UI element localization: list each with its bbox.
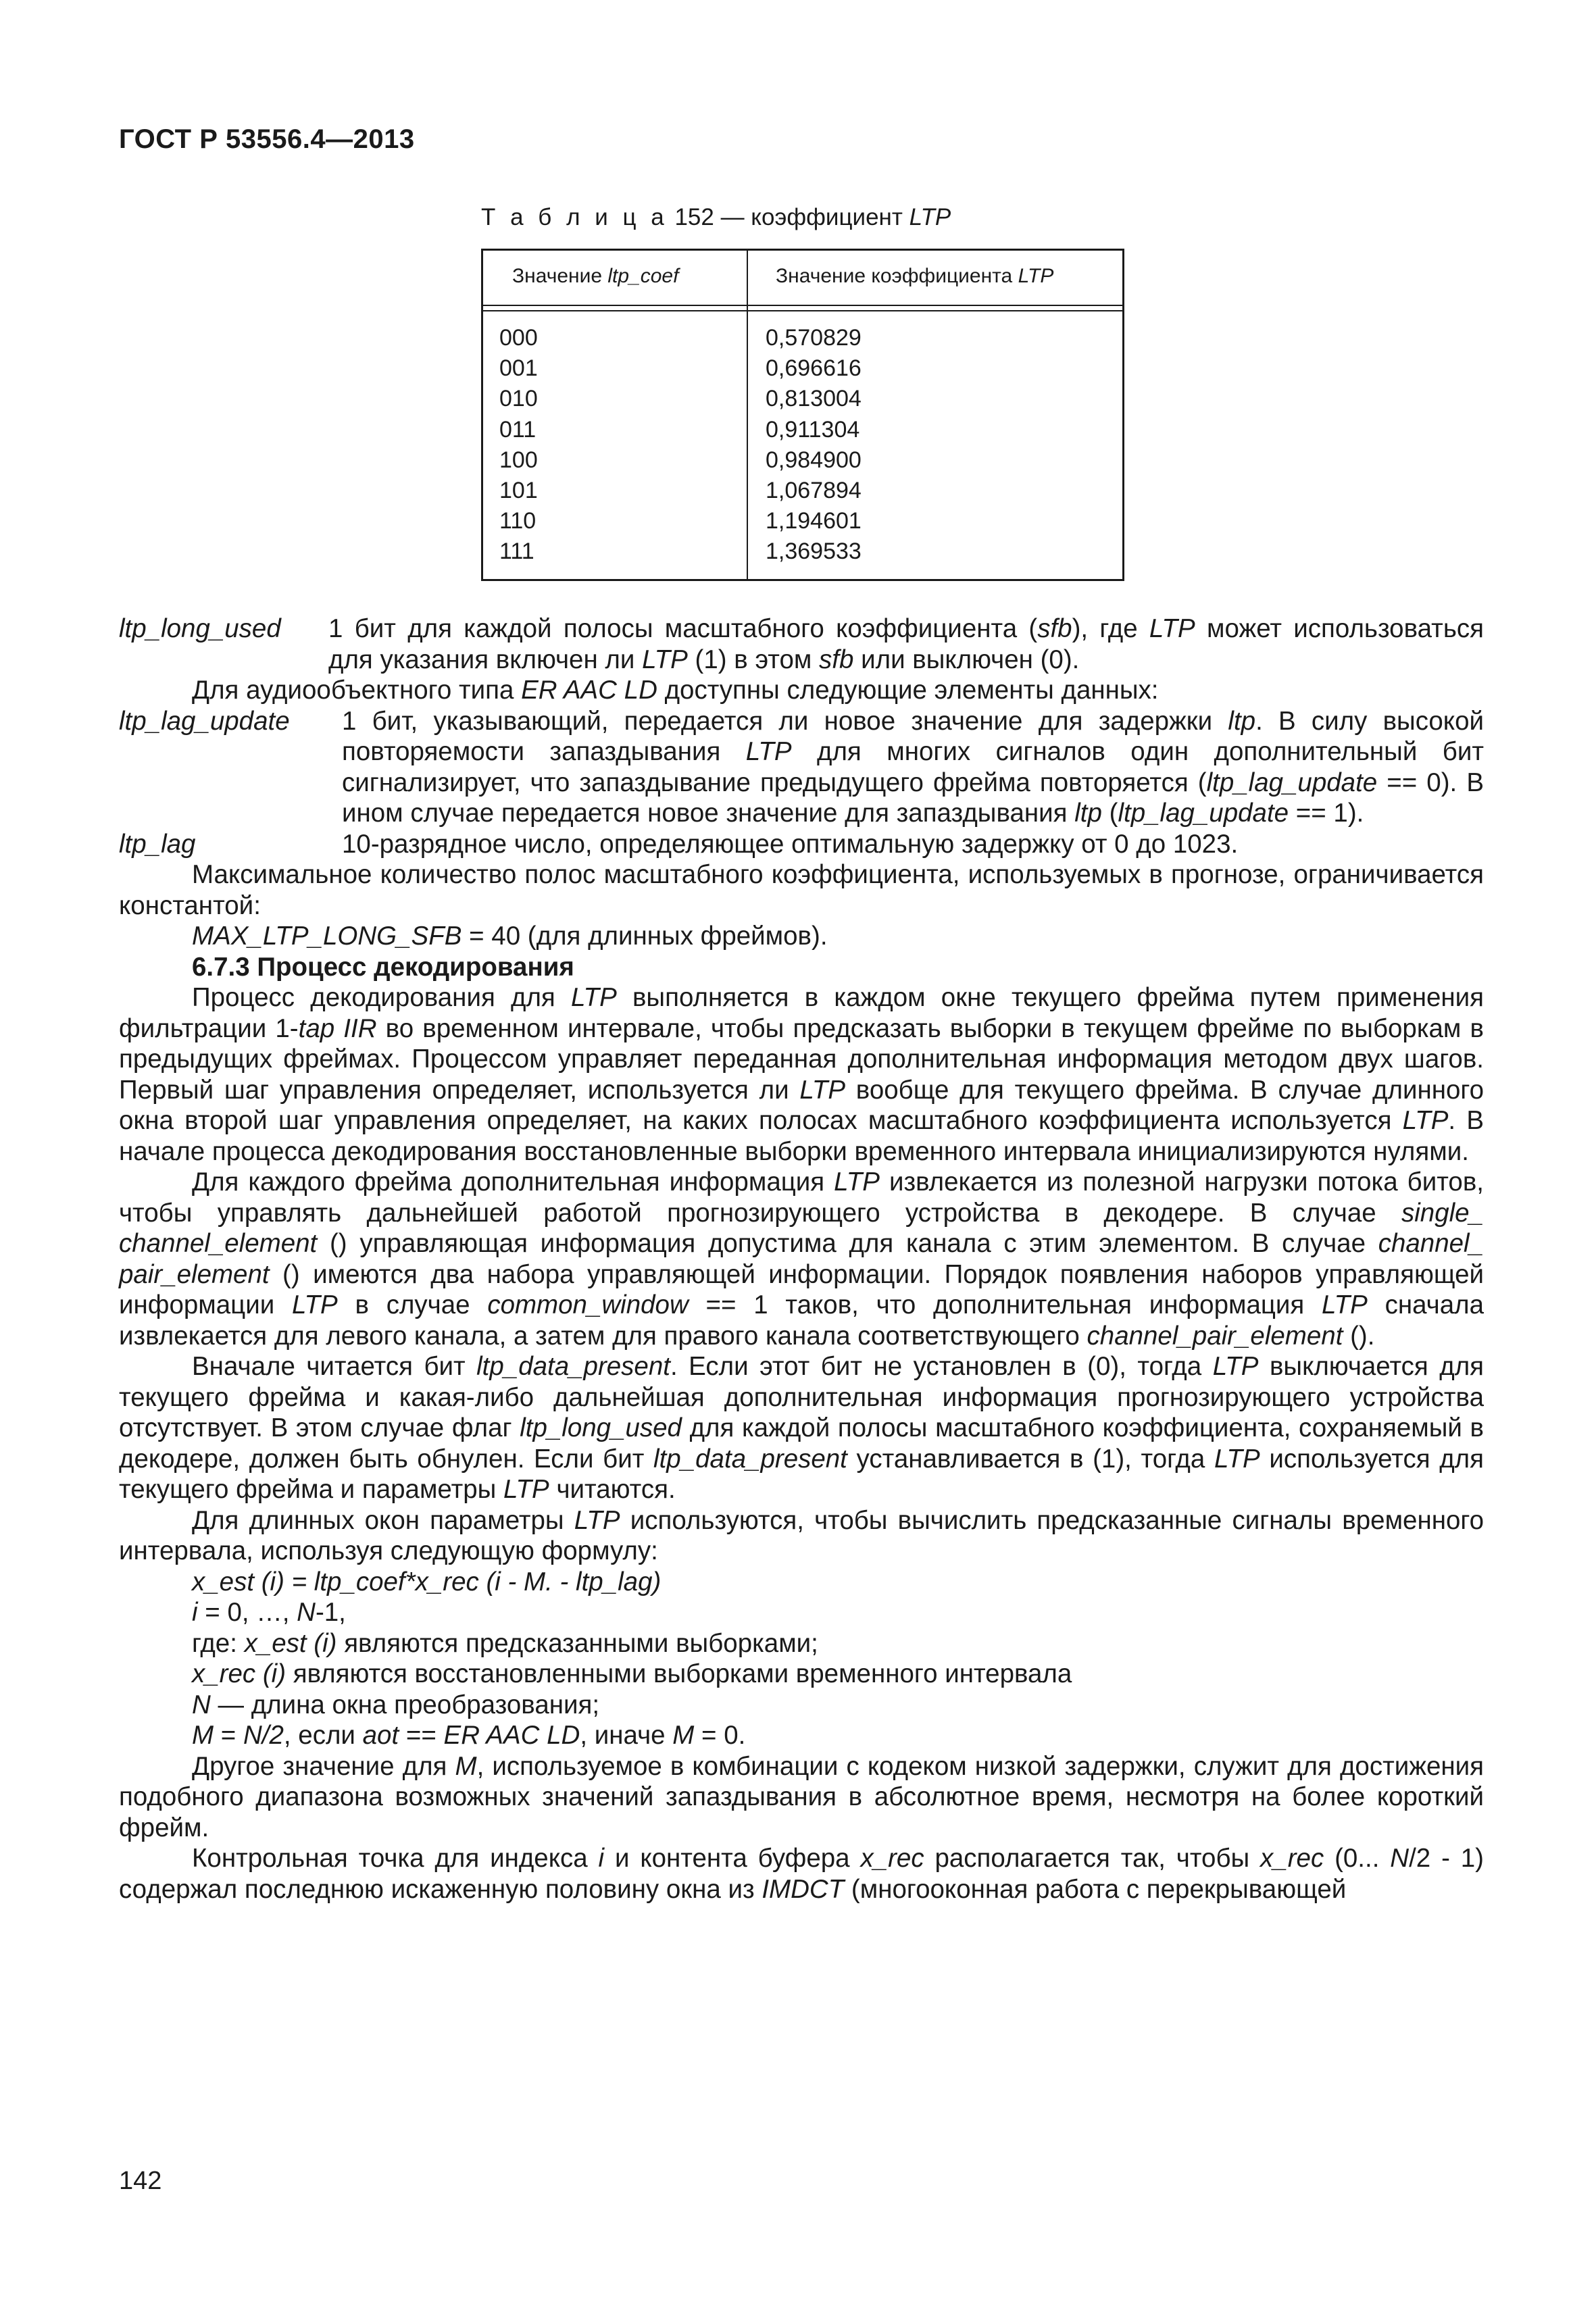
table-values-column [766,323,862,568]
paragraph: Максимальное количество полос масштабного коэффициента, используемых в прогнозе, ограничивается константой: [119,860,1484,920]
formula-line: MAX_LTP_LONG_SFB = 40 (для длинных фреймов). [192,922,828,951]
table-header-code: Значение ltp_coef [512,265,679,287]
table-cell-value: 1,369533 [766,538,862,565]
definition-text: 10-разрядное число, определяющее оптимальную задержку от 0 до 1023. [342,829,1239,859]
table-cell-value: 1,067894 [766,478,862,504]
body-text [119,613,1484,1905]
table-cell-value: 0,570829 [766,325,862,351]
table-cell-code: 100 [499,447,538,473]
table-cell-code: 001 [499,355,538,382]
paragraph: Другое значение для M, используемое в комбинации с кодеком низкой задержки, служит для достижения подобного диапазона возможных значений запаздывания в абсолютное время, несмотря на более короткий фрейм. [119,1751,1484,1842]
paragraph: Вначале читается бит ltp_data_present. Если этот бит не установлен в (0), тогда LTP выключается для текущего фрейма и какая-либо дальнейшая дополнительная информация прогнозирующего устройства отсутствует. В этом случае флаг ltp_long_used для каждой полосы масштабного коэффициента, сохраняемый в декодере, должен быть обнулен. Если бит ltp_data_present устанавливается в (1), тогда LTP используется для текущего фрейма и параметры LTP читаются. [119,1352,1485,1504]
paragraph: Для длинных окон параметры LTP используются, чтобы вычислить предсказанные сигналы временного интервала, используя следующую формулу: [119,1505,1484,1565]
paragraph: Для каждого фрейма дополнительная информация LTP извлекается из полезной нагрузки потока битов, чтобы управлять дальнейшей работой прогнозирующего устройства в декодере. В случае single_ channel_element () управляющая информация допустима для канала с этим элементом. В случае channel_ pair_element () имеются два набора управляющей информации. Порядок появления наборов управляющей информации LTP в случае common_window == 1 таков, что дополнительная информация LTP сначала извлекается для левого канала, а затем для правого канала соответствующего channel_pair_element (). [119,1167,1484,1351]
table-header-rule-2 [483,310,1122,311]
term-ltp-lag: ltp_lag [119,829,196,859]
term-ltp-long-used: ltp_long_used [119,614,281,643]
table-cell-code: 111 [499,538,534,565]
definition-ltp-long-used [119,613,1484,675]
paragraph: Контрольная точка для индекса i и контента буфера x_rec располагается так, чтобы x_rec (0... N/2 - 1) содержал последнюю искаженную половину окна из IMDCT (многооконная работа с перекрывающей [119,1844,1484,1904]
formula-line: x_est (i) = ltp_coef*x_rec (i - M. - ltp_lag) [192,1567,662,1596]
table-column-divider [747,251,748,579]
table-caption [481,204,951,231]
table-caption-text: 152 — коэффициент [668,204,909,230]
paragraph: Для аудиообъектного типа ER AAC LD доступны следующие элементы данных: [192,676,1159,705]
table-cell-code: 101 [499,478,538,504]
definition-ltp-lag [119,829,1484,860]
table-cell-code: 011 [499,416,537,443]
table-caption-label: Т а б л и ц а [481,204,668,230]
paragraph: Процесс декодирования для LTP выполняется в каждом окне текущего фрейма путем применения фильтрации 1-tap IIR во временном интервале, чтобы предсказать выборки в текущем фрейме по выборкам в предыдущих фреймах. Процессом управляет переданная дополнительная информация методом двух шагов. Первый шаг управления определяет, используется ли LTP вообще для текущего фрейма. В случае длинного окна второй шаг управления определяет, на каких полосах масштабного коэффициента используется LTP. В начале процесса декодирования восстановленные выборки временного интервала инициализируются нулями. [119,983,1484,1166]
table-cell-value: 0,813004 [766,386,862,412]
table-cell-value: 1,194601 [766,508,862,534]
formula-line: M = N/2, если aot == ER AAC LD, иначе M = 0. [192,1721,746,1750]
document-header: ГОСТ Р 53556.4—2013 [119,124,415,154]
definition-ltp-lag-update [119,706,1484,829]
table-header-value: Значение коэффициента LTP [776,265,1054,287]
formula-line: N — длина окна преобразования; [192,1690,600,1719]
formula-line: x_rec (i) являются восстановленными выборками временного интервала [192,1659,1072,1688]
table-cell-value: 0,984900 [766,447,862,473]
definition-text: 1 бит для каждой полосы масштабного коэффициента (sfb), где LTP может использоваться для указания включен ли LTP (1) в этом sfb или выключен (0). [328,614,1484,674]
formula-line: i = 0, …, N-1, [192,1598,346,1627]
table-cell-code: 000 [499,325,538,351]
formula-line: где: x_est (i) являются предсказанными выборками; [192,1628,818,1658]
table-caption-ltp: LTP [909,204,951,230]
table-cell-code: 110 [499,508,537,534]
table-cell-value: 0,696616 [766,355,862,382]
definition-text: 1 бит, указывающий, передается ли новое значение для задержки ltp. В силу высокой повторяемости запаздывания LTP для многих сигналов один дополнительный бит сигнализирует, что запаздывание предыдущего фрейма повторяется (ltp_lag_update == 0). В ином случае передается новое значение для запаздывания ltp (ltp_lag_update == 1). [342,706,1484,828]
table-header-rule [483,305,1122,306]
section-heading: 6.7.3 Процесс декодирования [192,952,574,982]
page-number: 142 [119,2167,162,2195]
ltp-coef-table [481,249,1124,581]
term-ltp-lag-update: ltp_lag_update [119,706,290,736]
table-cell-value: 0,911304 [766,416,860,443]
table-cell-code: 010 [499,386,538,412]
table-codes-column [499,323,538,568]
